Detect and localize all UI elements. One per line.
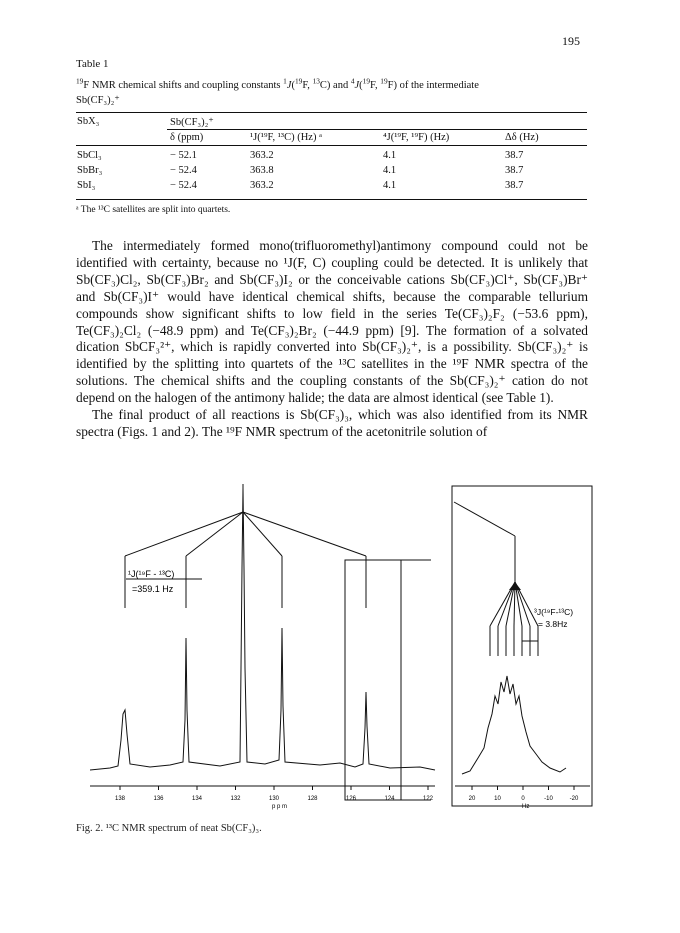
inset-axis-tick-label: -20 [569,796,579,802]
spectrum-trace [90,488,435,770]
cell-jff: 4.1 [383,150,397,161]
table-subheader-delta: Δδ (Hz) [505,132,539,143]
x-axis-tick-label: 122 [422,796,434,802]
nmr-spectrum-figure [90,478,600,813]
table-subheader-jff: ⁴J(¹⁹F, ¹⁹F) (Hz) [383,132,450,143]
cell-jfc: 363.8 [250,165,274,176]
x-axis-tick-label: 124 [384,796,395,802]
table-caption: $^{19}$F NMR chemical shifts and coupling constants $^1$J($^{19}$F, $^{13}$C) and $^4$J($^{19}$F, $^{19}$F) of the intermediate Sb(CF₃)₂⁺ [76,76,479,106]
inset-axis-unit: Hz [522,804,530,810]
x-axis-tick-label: 138 [114,796,126,802]
inset-trace [462,676,566,774]
cell-jfc: 363.2 [250,180,274,191]
coupling-label: ¹J(¹⁹F - ¹³C) [128,569,175,579]
tree-branch [243,512,366,556]
coupling-value: =359.1 Hz [132,584,174,594]
x-axis-tick-label: 130 [268,796,280,802]
x-axis-ticks [115,786,434,802]
cell-jfc: 363.2 [250,150,274,161]
inset-axis-tick-label: 0 [521,796,525,802]
table-top-rule [76,112,587,113]
cell-delta: 38.7 [505,165,524,176]
table-header-halide: SbX₃ [77,116,100,127]
x-axis-tick-label: 132 [230,796,241,802]
cell-halide: SbI₃ [77,180,96,191]
body-text [76,238,588,441]
tree-branch [125,512,243,556]
paragraph: The final product of all reactions is Sb(CF₃)₃, which was also identified from its NMR spectra (Figs. 1 and 2). The ¹⁹F NMR spectrum of the acetonitrile solution of [76,407,588,439]
table-label: Table 1 [76,58,109,70]
x-axis-tick-label: 136 [153,796,164,802]
cell-shift: − 52.1 [170,150,197,161]
x-axis-unit: p p m [272,804,288,810]
x-axis-tick-label: 128 [307,796,318,802]
inset-axis-tick-label: 10 [494,796,501,802]
table-header-rule [76,145,587,146]
inset-coupling-label: ³J(¹⁹F-¹³C) [534,607,574,617]
table-footnote: ᵃ The ¹³C satellites are split into quartets. [76,205,231,215]
cell-shift: − 52.4 [170,180,197,191]
table-subheader-jfc: ¹J(¹⁹F, ¹³C) (Hz) ᵃ [250,132,322,143]
x-axis-tick-label: 126 [345,796,357,802]
cell-shift: − 52.4 [170,165,197,176]
figure-caption: Fig. 2. ¹³C NMR spectrum of neat Sb(CF₃)₃. [76,823,262,834]
table-bottom-rule [76,199,587,200]
inset-coupling-value: = 3.8Hz [538,619,568,629]
table-group-rule [167,129,587,130]
tree-branch [186,512,243,556]
cell-jff: 4.1 [383,180,397,191]
cell-halide: SbBr₃ [77,165,103,176]
zoom-box [345,560,401,800]
cell-delta: 38.7 [505,180,524,191]
x-axis-tick-label: 134 [191,796,203,802]
cell-jff: 4.1 [383,165,397,176]
paragraph: The intermediately formed mono(trifluoromethyl)antimony compound could not be identified with certainty, because no ¹J(F, C) coupling could be detected. It is unlikely that Sb(CF₃)Cl₂, Sb(CF₃)Br₂ and Sb(CF₃)I₂ or the conceivable cations Sb(CF₃)Cl⁺, Sb(CF₃)Br⁺ and Sb(CF₃)I⁺ would have identical chemical shifts, because the comparable tellurium compounds show significant shifts to low field in the series Te(CF₃)₂F₂ (−53.6 ppm), Te(CF₃)₂Cl₂ (−48.9 ppm) and Te(CF₃)₂Br₂ (−44.9 ppm) [9]. The formation of a solvated dication SbCF₃²⁺, which is rapidly converted into Sb(CF₃)₂⁺, is a possibility. Sb(CF₃)₂⁺ is identified by the splitting into quartets of the ¹³C satellites in the ¹⁹F NMR spectra of the solutions. The chemical shifts and the coupling constants of the Sb(CF₃)₂⁺ cation do not depend on the halogen of the antimony halide; the data are almost identical (see Table 1). [76,238,588,406]
inset-axis-tick-label: 20 [468,796,476,802]
cell-delta: 38.7 [505,150,524,161]
table-subheader-shift: δ (ppm) [170,132,204,143]
cell-halide: SbCl₃ [77,150,102,161]
page-number: 195 [562,34,580,48]
table-header-group: Sb(CF₃)₂⁺ [170,117,214,128]
inset-axis-tick-label: -10 [544,796,553,802]
inset-axis-ticks [469,786,579,802]
